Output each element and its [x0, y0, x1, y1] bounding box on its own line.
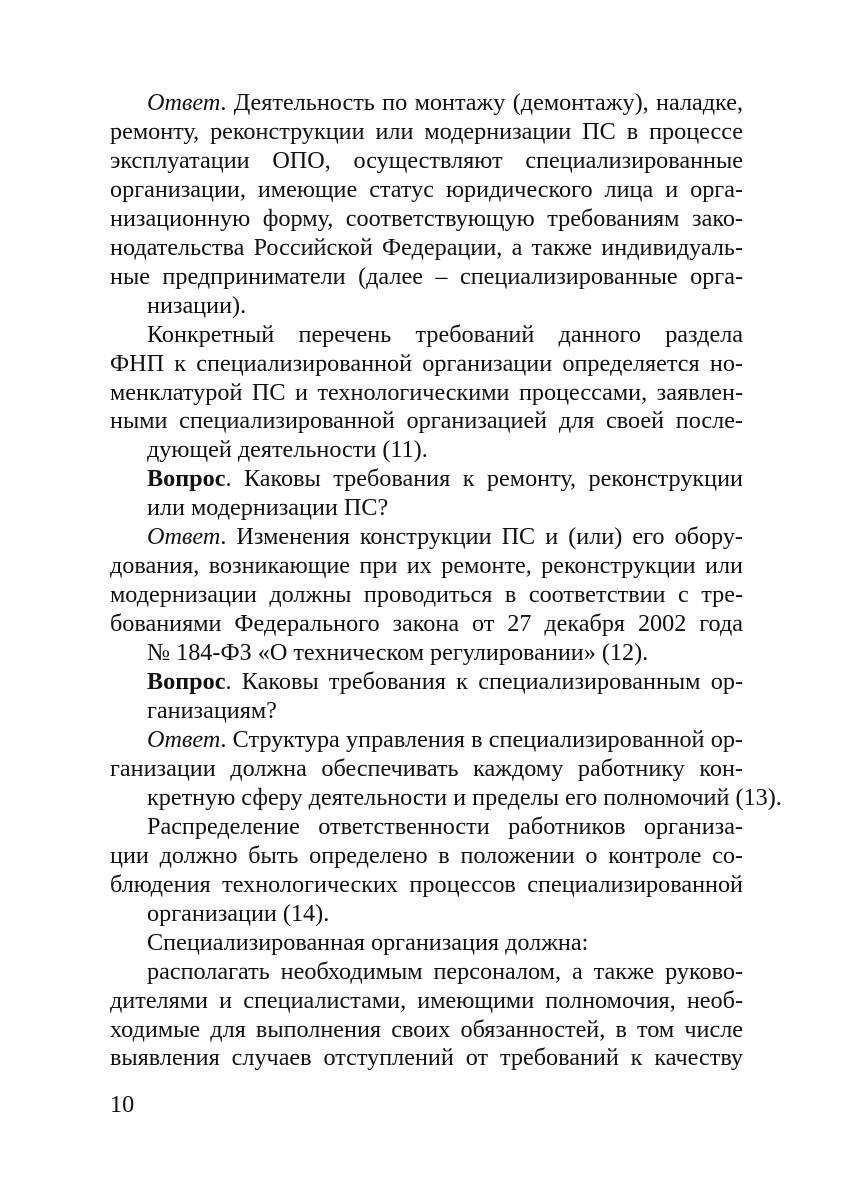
text-line: Конкретный перечень требований данного раздела	[147, 320, 743, 348]
paragraph	[110, 813, 743, 929]
text-line: Специализированная организация должна:	[147, 928, 589, 956]
text-line: располагать необходимым персоналом, а также руково-	[147, 957, 743, 985]
text-line: ными специализированной организацией для своей после-	[110, 407, 743, 435]
text-line: ции должно быть определено в положении о контроле со-	[110, 841, 743, 869]
text-line: модернизации должны проводиться в соответствии с тре-	[110, 581, 743, 609]
paragraph	[110, 958, 743, 1074]
text-line: Ответ. Структура управления в специализированной ор-	[147, 725, 743, 753]
text-line: дования, возникающие при их ремонте, реконструкции или	[110, 552, 743, 580]
text-line: низации).	[147, 291, 247, 319]
text-line: Распределение ответственности работников организа-	[147, 812, 743, 840]
text-line: блюдения технологических процессов специализированной	[110, 870, 743, 898]
text-line: ФНП к специализированной организации определяется но-	[110, 349, 743, 377]
text-line: или модернизации ПС?	[147, 494, 389, 522]
question-label: Вопрос	[147, 465, 226, 493]
page-number: 10	[110, 1091, 135, 1118]
text-line: ганизациям?	[147, 697, 277, 725]
text-line: организации, имеющие статус юридического лица и орга-	[110, 175, 743, 203]
text-line: Вопрос. Каковы требования к специализированным ор-	[147, 668, 743, 696]
question-label: Вопрос	[147, 668, 226, 696]
paragraph	[110, 929, 743, 958]
text-line: ные предприниматели (далее – специализированные орга-	[110, 262, 743, 290]
answer-label: Ответ	[147, 89, 221, 116]
text-line: ганизации должна обеспечивать каждому работнику кон-	[110, 754, 743, 782]
answer-label: Ответ	[147, 725, 221, 753]
text-line: низационную форму, соответствующую требованиям зако-	[110, 204, 743, 232]
text-line: эксплуатации ОПО, осуществляют специализированные	[110, 146, 743, 174]
paragraph	[110, 668, 743, 726]
text-line: ходимые для выполнения своих обязанностей, в том числе	[110, 1015, 743, 1043]
paragraph	[110, 725, 782, 813]
paragraph	[110, 321, 743, 466]
paragraph	[110, 523, 743, 668]
text-line: кретную сферу деятельности и пределы его полномочий (13).	[147, 783, 782, 811]
text-line: нодательства Российской Федерации, а также индивидуаль-	[110, 233, 743, 261]
text-line: выявления случаев отступлений от требований к качеству	[110, 1044, 743, 1072]
text-line: ремонту, реконструкции или модернизации ПС в процессе	[110, 117, 743, 145]
text-line: Ответ. Деятельность по монтажу (демонтажу), наладке,	[147, 89, 743, 116]
text-line: Ответ. Изменения конструкции ПС и (или) его обору-	[147, 523, 743, 551]
text-line: менклатурой ПС и технологическими процессами, заявлен-	[110, 378, 743, 406]
text-line: организации (14).	[147, 899, 330, 927]
answer-label: Ответ	[147, 523, 221, 551]
text-line: дующей деятельности (11).	[147, 436, 428, 464]
text-line: бованиями Федерального закона от 27 декабря 2002 года	[110, 610, 743, 638]
paragraph	[110, 89, 743, 321]
page-body	[110, 89, 782, 1073]
paragraph	[110, 465, 743, 523]
text-line: № 184-ФЗ «О техническом регулировании» (12).	[147, 639, 649, 667]
text-line: дителями и специалистами, имеющими полномочия, необ-	[110, 986, 743, 1014]
text-line: Вопрос. Каковы требования к ремонту, реконструкции	[147, 465, 743, 493]
